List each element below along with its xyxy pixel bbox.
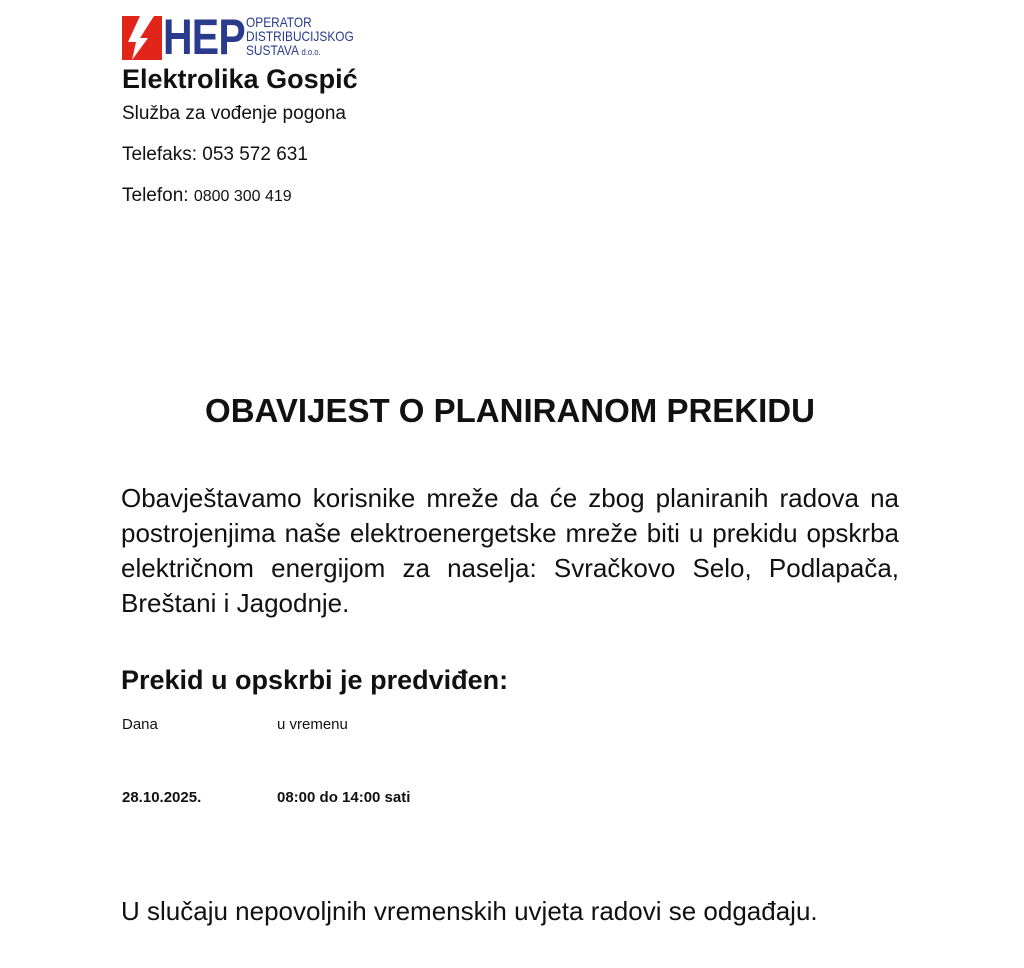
logo-line-2: DISTRIBUCIJSKOG	[246, 28, 354, 44]
fax-line: Telefaks: 053 572 631	[122, 144, 308, 165]
logo-subtitle	[246, 15, 354, 59]
phone-line	[122, 185, 292, 207]
column-header-time: u vremenu	[277, 716, 348, 733]
department: Služba za vođenje pogona	[122, 103, 346, 124]
phone-label: Telefon:	[122, 185, 189, 206]
logo-line-1: OPERATOR	[246, 14, 312, 30]
column-header-date: Dana	[122, 716, 158, 733]
lightning-flag-icon	[122, 16, 162, 60]
schedule-heading: Prekid u opskrbi je predviđen:	[121, 665, 509, 695]
document-title: OBAVIJEST O PLANIRANOM PREKIDU	[205, 392, 815, 429]
logo-suffix: d.o.o.	[301, 47, 321, 57]
phone-number: 0800 300 419	[193, 188, 292, 205]
notice-paragraph: Obavještavamo korisnike mreže da će zbog planiranih radova na postrojenjima naše elektroenergetske mreže biti u prekidu opskrba električnom energijom za naselja: Svračkovo Selo, Podlapača, Breštani i Jagodnje.	[121, 483, 899, 618]
logo-line-3-text: SUSTAVA	[246, 42, 299, 58]
outage-time: 08:00 do 14:00 sati	[277, 789, 411, 806]
outage-date: 28.10.2025.	[122, 789, 202, 806]
logo-line-3	[246, 43, 354, 59]
weather-note: U slučaju nepovoljnih vremenskih uvjeta radovi se odgađaju.	[121, 896, 818, 926]
logo-brand: HEP	[163, 9, 245, 65]
org-name: Elektrolika Gospić	[122, 64, 358, 94]
hep-logo	[122, 9, 362, 65]
